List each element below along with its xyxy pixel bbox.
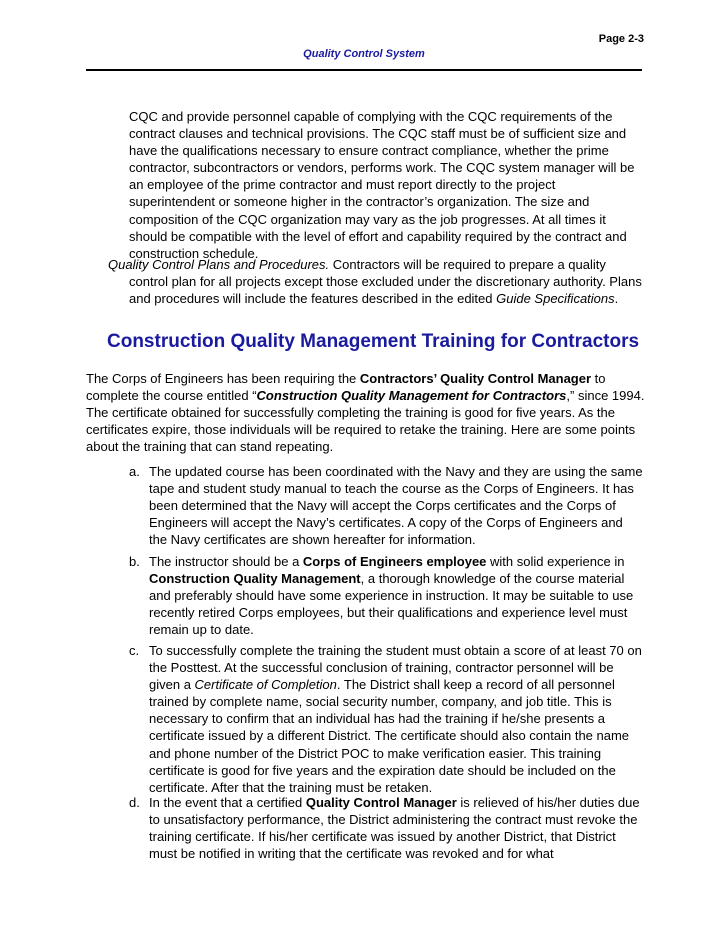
plans-text-rest: control plan for all projects except those excluded under the discretionary authority. Plans and procedures will include the features described in the edited	[129, 274, 642, 307]
paragraph-intro	[86, 370, 646, 455]
list-marker: c.	[129, 643, 140, 658]
intro-text-2: to complete the course entitled “	[86, 371, 606, 404]
header-rule	[86, 69, 642, 71]
list-item-c	[129, 642, 643, 796]
list-item-text: . The District shall keep a record of all personnel trained by complete name, social security number, company, and job title. This is necessary to confirm that an individual has had the training if he/she presents a certificate issued by a different District. The certificate should also contain the name and phone number of the District POC to make verification easier. This training certificate is good for five years and the expiration date should be included on the certificate. After that the training must be retaken.	[149, 677, 630, 795]
italic-certificate-of-completion: Certificate of Completion	[194, 677, 337, 693]
intro-bold-qc-manager: Contractors’ Quality Control Manager	[359, 371, 592, 386]
list-item-text: , a thorough knowledge of the course material and preferably should have some experience in instruction. It may be suitable to use recently retired Corps employees, but their qualifications and experience level must remain up to date.	[149, 571, 634, 638]
section-heading: Construction Quality Management Training for Contractors	[107, 331, 640, 352]
plans-end: .	[614, 291, 619, 307]
intro-text-3: ,” since 1994. The certificate obtained for successfully completing the training is good for five years. As the certificates expire, those individuals will be required to retake the training. Here are some points about the training that can stand repeating.	[86, 388, 645, 455]
list-item-text: The updated course has been coordinated with the Navy and they are using the same tape and student study manual to teach the course as the Corps of Engineers. It has been determined that the Navy will accept the Corps certificates and the Corps of Engineers will accept the Navy’s certificates. A copy of the Corps of Engineers and the Navy certificates are shown hereafter for information.	[149, 464, 643, 548]
bold-cqm: Construction Quality Management	[149, 571, 361, 587]
list-marker: d.	[129, 795, 140, 810]
running-header-title: Quality Control System	[303, 48, 425, 60]
paragraph-quality-control-plans	[108, 256, 643, 307]
list-item-text: To successfully complete the training the student must obtain a score of at least 70 on the Posttest. At the successful conclusion of training, contractor personnel will be given a	[149, 643, 642, 693]
bold-qc-manager: Quality Control Manager	[305, 795, 457, 810]
bold-corps-employee: Corps of Engineers employee	[302, 554, 487, 569]
plans-lead-italic: Quality Control Plans and Procedures.	[108, 257, 330, 272]
list-item-text: is relieved of his/her duties due to unsatisfactory performance, the District administering the contract must revoke the training certificate. If his/her certificate was issued by another District, that District must be notified in writing that the certificate was revoked and for what	[149, 795, 640, 862]
page-number: Page 2-3	[598, 33, 644, 45]
list-item-b	[129, 553, 643, 638]
list-item-d	[129, 794, 643, 862]
list-item-text: In the event that a certified	[149, 795, 306, 810]
list-item-text: with solid experience in	[486, 554, 625, 569]
intro-text-1: The Corps of Engineers has been requiring the	[86, 371, 360, 386]
list-item-text: The instructor should be a	[149, 554, 303, 569]
paragraph-cqc-staffing: CQC and provide personnel capable of complying with the CQC requirements of the contract clauses and technical provisions. The CQC staff must be of sufficient size and have the qualifications necessary to ensure contract compliance, whether the prime contractor, subcontractors or vendors, performs work. The CQC system manager will be an employee of the prime contractor and must report directly to the project superintendent or someone higher in the contractor’s organization. The size and composition of the CQC organization may vary as the job progresses. At all times it should be compatible with the level of effort and capability required by the contract and construction schedule.	[129, 109, 635, 261]
intro-course-title: Construction Quality Management for Contractors	[256, 388, 567, 404]
list-marker: a.	[129, 464, 140, 479]
list-marker: b.	[129, 554, 140, 569]
list-item-a	[129, 463, 643, 548]
guide-specifications-italic: Guide Specifications	[496, 291, 615, 307]
plans-text-line1: Contractors will be required to prepare a quality	[329, 257, 606, 272]
